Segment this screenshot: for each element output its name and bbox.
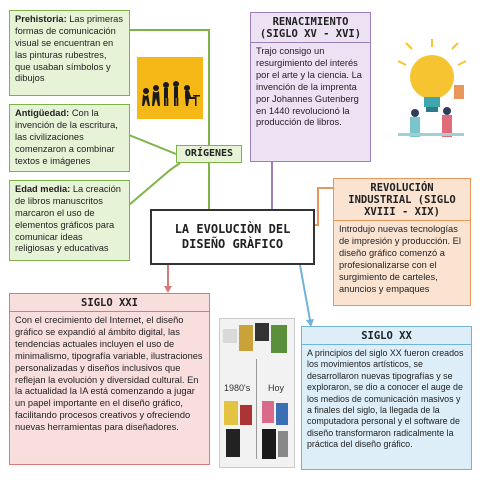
poster-thumb-5: [224, 401, 238, 425]
box-siglo-xx: [301, 326, 472, 470]
box-revolucion-industrial: [333, 178, 471, 306]
siglo-xx-title: SIGLO XX: [361, 330, 412, 342]
revolucion-text: Introdujo nuevas tecnologías de impresión y producción. El diseño gráfico comenzó a profesionalizarse con el surgimiento de carteles, anuncios y empaques: [334, 220, 470, 298]
poster-thumb-7: [226, 429, 240, 457]
diagram-title: LA EVOLUCIÒN DEL DISEÑO GRÀFICO: [150, 209, 315, 265]
origenes-label: ORÍGENES: [176, 145, 242, 163]
connector-siglo-xx: [300, 265, 310, 320]
evolution-silhouettes-icon: [137, 57, 203, 119]
box-renacimiento: [250, 12, 371, 162]
poster-thumb-10: [262, 429, 276, 459]
connector-revolucion: [315, 188, 333, 225]
box-edad-media: Edad media: La creación de libros manuscritos marcaron el uso de elementos gráficos para comunicar ideas religiosas y educativas: [9, 180, 130, 261]
poster-thumb-11: [278, 431, 288, 457]
evolution-illustration: [137, 57, 203, 119]
renacimiento-title: RENACIMIENTO (SIGLO XV - XVI): [259, 16, 362, 41]
poster-thumb-9: [276, 403, 288, 425]
connector-antiguedad: [129, 135, 176, 154]
siglo-xx-text: A principios del siglo XX fueron creados los movimientos artísticos, se desarrollaron nuevas tipografías y se exploraron, se dio a conocer el auge de los medios de comunicación masivos y a finales del siglo, la llegada de la computadora personal y el software de diseño transformaron radicalmente la práctica del diseño gráfico.: [302, 344, 471, 454]
box-prehistoria: Prehistoria: Las primeras formas de comunicación visual se encuentran en las pinturas rubestres, que usaban símbolos y dibujos: [9, 10, 130, 96]
box-antiguedad: Antigüedad: Con la invención de la escritura, las civilizaciones comenzaron a combinar textos e imágenes: [9, 104, 130, 172]
poster-thumb-4: [271, 325, 287, 353]
poster-label-hoy: Hoy: [268, 383, 285, 393]
poster-label-1980s: 1980's: [224, 383, 251, 393]
arrow-siglo-xxi: [164, 286, 172, 293]
poster-thumb-8: [262, 401, 274, 423]
poster-comparison-image: [219, 318, 295, 468]
siglo-xxi-title: SIGLO XXI: [81, 297, 138, 309]
poster-thumb-2: [239, 325, 253, 351]
box-siglo-xxi: [9, 293, 210, 465]
poster-thumb-3: [255, 323, 269, 341]
lightbulb-icon: [392, 25, 470, 145]
siglo-xxi-text: Con el crecimiento del Internet, el diseño gráfico se expandió al ámbito digital, las tendencias actuales incluyen el uso de minimalismo, tipografía variable, ilustraciones personalizadas y diseños inclusivos que reflejan la evolución y diversidad cultural. En la actualidad la IA está comenzando a jugar un papel importante en el diseño gráfico, facilitando procesos creativos y ofreciendo nuevas herramientas para diseñadores.: [10, 311, 209, 437]
renacimiento-text: Trajo consigo un resurgimiento del interés por el arte y la ciencia. La invención de la imprenta por Johannes Gutenberg en 1440 revolucionó la producción de libros.: [251, 42, 370, 132]
poster-thumb-1: [223, 329, 237, 343]
connector-edad-media: [129, 163, 180, 205]
poster-thumb-6: [240, 405, 252, 425]
poster-divider: [256, 359, 257, 459]
revolucion-title: REVOLUCIÓN INDUSTRIAL (SIGLO XVIII - XIX): [348, 182, 456, 219]
lightbulb-illustration: [392, 25, 470, 145]
